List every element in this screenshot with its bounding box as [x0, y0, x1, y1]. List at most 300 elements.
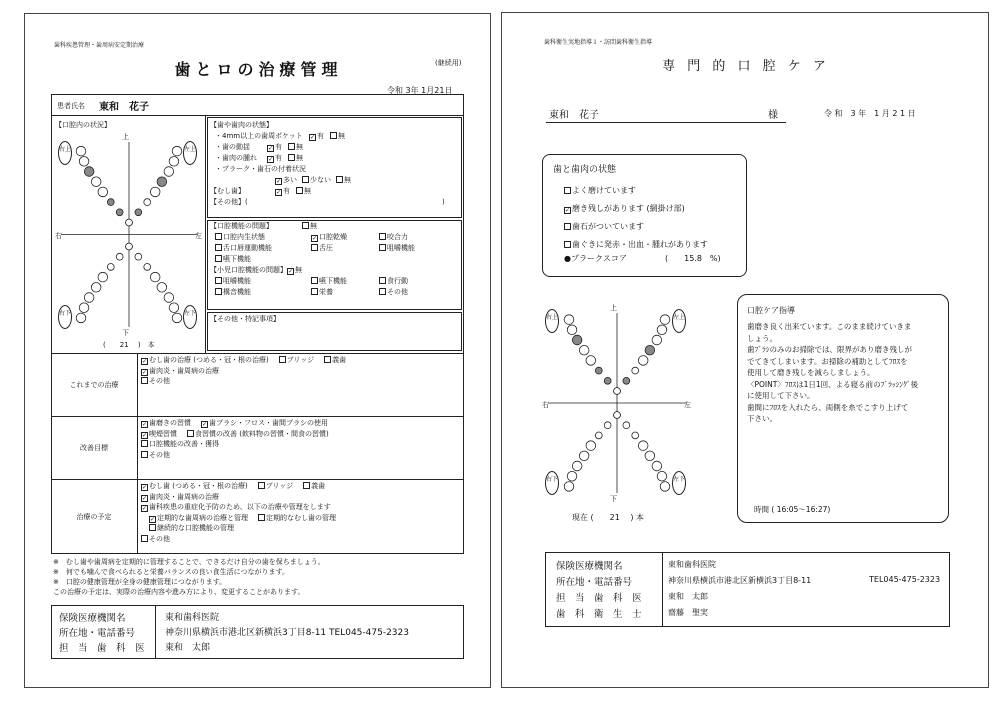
gum-row-label: ・歯の動揺: [215, 143, 250, 151]
checkbox-option: [324, 356, 346, 364]
checkbox-label: 有: [283, 187, 290, 195]
checkbox-label: よく磨けています: [572, 186, 636, 195]
checkbox-label: 嚥下機能: [319, 277, 347, 285]
checkbox-option: [564, 204, 685, 213]
checkbox-label: 歯肉炎・歯周病の治療: [149, 366, 219, 375]
checked-box-icon[interactable]: [309, 134, 316, 141]
checked-box-icon[interactable]: [141, 505, 148, 512]
empty-box-icon[interactable]: [302, 222, 309, 229]
tooth-icon: [79, 157, 89, 167]
checked-box-icon[interactable]: [311, 235, 318, 242]
checked-box-icon[interactable]: [287, 268, 294, 275]
tooth-icon: [638, 441, 648, 451]
checkbox-option: [288, 154, 303, 162]
checkbox-label: 義歯: [311, 482, 326, 490]
clinic-phone: TEL045-475-2323: [869, 575, 941, 584]
empty-box-icon[interactable]: [564, 187, 571, 194]
checkbox-option: [311, 243, 371, 254]
checkbox-label: 定期的な歯周病の治療と管理: [157, 513, 248, 522]
guidance-line: 下さい。: [747, 414, 777, 423]
tooth-icon: [657, 471, 667, 481]
section-line: [141, 355, 356, 366]
empty-box-icon[interactable]: [141, 451, 148, 458]
section-line: [141, 534, 346, 545]
tooth-icon: [126, 243, 133, 250]
checkbox-option: [141, 367, 219, 375]
tooth-icon: [572, 461, 582, 471]
section-line: [141, 481, 346, 492]
checked-box-icon[interactable]: [275, 178, 282, 185]
child-row: [210, 276, 447, 287]
jaw-upper-label: 上: [122, 133, 129, 141]
checkbox-option: [379, 276, 439, 287]
checkbox-label: 口腔乾燥: [319, 233, 347, 241]
section-label: 治療の予定: [76, 512, 112, 521]
guidance-line: 歯ﾌﾞﾗｼのみのお掃除では、限界があり磨き残しが: [747, 345, 912, 354]
tooth-icon: [84, 293, 94, 303]
status-item: [564, 200, 716, 218]
tooth-icon: [564, 482, 574, 492]
checked-box-icon[interactable]: [149, 516, 156, 523]
guidance-line: でてきてしまいます。お掃除の補助としてﾌﾛｽを: [747, 356, 908, 366]
checkbox-option: [309, 132, 324, 140]
empty-box-icon[interactable]: [258, 514, 265, 521]
clinic-label: 担 当 歯 科 医: [556, 593, 642, 604]
section-line: [141, 513, 346, 524]
tooth-icon: [645, 451, 655, 461]
checkbox-option: [336, 176, 351, 184]
checkbox-option: [141, 419, 191, 427]
checkbox-option: [141, 377, 170, 385]
clinic-value: 東和 太郎: [165, 643, 211, 653]
jaw-lower-label: 下: [122, 329, 129, 337]
tooth-icon: [657, 325, 667, 335]
empty-box-icon[interactable]: [379, 277, 386, 284]
checked-box-icon[interactable]: [141, 358, 148, 365]
checked-box-icon[interactable]: [201, 421, 208, 428]
checkbox-option: [302, 222, 317, 230]
tooth-icon: [135, 253, 142, 260]
status-item: [564, 236, 716, 254]
left-tooth-count: ( 21 ) 本: [103, 341, 155, 349]
checkbox-label: その他: [149, 450, 170, 459]
right-tooth-count: 現在 ( 21 ) 本: [572, 513, 645, 522]
section-line: [141, 376, 356, 387]
checkbox-label: その他: [149, 534, 170, 543]
empty-box-icon[interactable]: [330, 132, 337, 139]
checkbox-label: 継続的な口腔機能の管理: [157, 524, 234, 532]
checkbox-option: [215, 254, 303, 265]
tooth-icon: [632, 432, 639, 439]
clinic-label: 担 当 歯 科 医: [59, 643, 145, 654]
clinic-label: 保険医療機関名: [556, 561, 623, 572]
tooth-icon: [579, 451, 589, 461]
checkbox-label: 多い: [283, 176, 297, 184]
checkbox-option: [141, 451, 170, 459]
quadrant-upper-left: 左上: [183, 141, 197, 165]
empty-box-icon[interactable]: [379, 288, 386, 295]
func-row: [210, 254, 447, 265]
tooth-icon: [586, 356, 596, 366]
checkbox-option: [267, 154, 282, 162]
guidance-line: に使用して下さい。: [747, 391, 815, 400]
checkbox-option: [215, 243, 303, 254]
jaw-right-label: 右: [542, 401, 549, 409]
quadrant-lower-left: 左下: [672, 471, 686, 495]
tooth-icon: [172, 146, 182, 156]
tooth-icon: [84, 167, 94, 177]
checkbox-label: その他: [387, 288, 408, 296]
jaw-lower-label: 下: [610, 495, 617, 503]
honorific: 様: [768, 110, 778, 121]
tooth-icon: [150, 187, 160, 197]
guidance-title: 口腔ケア指導: [747, 306, 795, 315]
tooth-icon: [638, 356, 648, 366]
gum-rows: [210, 131, 445, 208]
left-dental-chart: [55, 132, 203, 337]
tooth-icon: [169, 303, 179, 313]
gum-row: [215, 142, 445, 153]
checkbox-option: [141, 440, 219, 448]
checkbox-option: [302, 176, 331, 184]
checkbox-option: [296, 187, 311, 195]
tooth-icon: [614, 388, 621, 395]
patient-label: 患者氏名: [57, 102, 85, 110]
checkbox-option: [141, 356, 269, 364]
checked-box-icon[interactable]: [267, 145, 274, 152]
checkbox-label: 歯ブラシ・フロス・歯間ブラシの使用: [209, 419, 328, 427]
oral-status-title: 【口腔内の状況】: [55, 121, 111, 129]
checkbox-option: [564, 240, 708, 249]
checked-box-icon[interactable]: [141, 369, 148, 376]
checkbox-option: [330, 132, 345, 140]
tooth-icon: [586, 441, 596, 451]
tooth-icon: [91, 177, 101, 187]
empty-box-icon[interactable]: [311, 244, 318, 251]
checkbox-option: [279, 356, 314, 364]
empty-box-icon[interactable]: [141, 440, 148, 447]
guidance-line: 歯磨き良く出来ています。このまま続けていきま: [747, 322, 912, 331]
quadrant-lower-right: 右下: [58, 305, 72, 329]
empty-box-icon[interactable]: [279, 356, 286, 363]
checkbox-option: [275, 187, 290, 195]
checkbox-label: 食行動: [387, 277, 408, 285]
checked-box-icon[interactable]: [564, 207, 571, 214]
tooth-icon: [144, 199, 151, 206]
tooth-icon: [604, 422, 611, 429]
section-line: [141, 450, 339, 461]
tooth-icon: [595, 432, 602, 439]
checkbox-option: [267, 143, 282, 151]
clinic-label: 歯 科 衛 生 士: [556, 609, 642, 620]
checkbox-label: 少ない: [310, 176, 331, 184]
checked-box-icon[interactable]: [275, 189, 282, 196]
empty-box-icon[interactable]: [379, 233, 386, 240]
guidance-line: しょう。: [747, 333, 777, 343]
section-line: [141, 418, 339, 429]
checkbox-label: 歯科疾患の重症化予防のため、以下の治療や管理をします: [149, 503, 331, 511]
caries-label: 【むし歯】: [210, 187, 245, 195]
jaw-right-label: 右: [55, 232, 62, 240]
right-document: [501, 12, 989, 688]
clinic-value: 神奈川県横浜市港北区新横浜3丁目8-11 TEL045-475-2323: [165, 628, 409, 638]
checked-box-icon[interactable]: [267, 156, 274, 163]
guidance-text: [747, 321, 918, 425]
empty-box-icon[interactable]: [258, 482, 265, 489]
clinic-value: 東和 太郎: [668, 592, 708, 601]
checkbox-option: [215, 287, 303, 298]
checked-box-icon[interactable]: [141, 495, 148, 502]
func-title-row: [210, 221, 447, 232]
empty-box-icon[interactable]: [311, 277, 318, 284]
jaw-left-label: 左: [195, 232, 202, 240]
tooth-icon: [116, 253, 123, 260]
plaque-score-label: ●プラークスコア: [564, 254, 627, 263]
section-line: [141, 366, 356, 377]
empty-box-icon[interactable]: [215, 244, 222, 251]
right-date: 令 和 3 年 1 月 2 1 日: [824, 109, 916, 118]
clinic-value: 齋藤 聖実: [668, 608, 708, 617]
checkbox-option: [258, 482, 293, 490]
tooth-icon: [652, 335, 662, 345]
checkbox-label: 有: [317, 132, 324, 140]
checkbox-option: [311, 276, 371, 287]
plaque-row: [215, 164, 445, 175]
tooth-icon: [157, 283, 167, 293]
jaw-upper-label: 上: [610, 304, 617, 312]
left-date: 令和 3年 1月21日: [387, 86, 453, 95]
checkbox-label: 舌圧: [319, 244, 333, 252]
checkbox-label: 無: [338, 132, 345, 140]
empty-box-icon[interactable]: [379, 244, 386, 251]
checkbox-label: 咬合力: [387, 233, 408, 241]
empty-box-icon[interactable]: [141, 377, 148, 384]
left-header-small: 歯科疾患管理・歯周病安定期治療: [54, 42, 145, 49]
checkbox-option: [303, 482, 325, 490]
empty-box-icon[interactable]: [303, 482, 310, 489]
clinic-value: 東和歯科医院: [165, 613, 220, 623]
footnote: ※ 口腔の健康管理が全身の健康管理につながります。: [53, 578, 227, 586]
section-line: [141, 502, 346, 513]
checkbox-option: [141, 493, 219, 501]
empty-box-icon[interactable]: [296, 187, 303, 194]
tooth-icon: [116, 209, 123, 216]
checkbox-label: 無: [295, 266, 302, 274]
checkbox-label: 咀嚼機能: [223, 277, 251, 285]
checkbox-option: [379, 243, 439, 254]
clinic-value: 神奈川県横浜市港北区新横浜3丁目8-11: [668, 576, 812, 585]
checkbox-option: [149, 514, 248, 522]
quadrant-upper-right: 右上: [58, 141, 72, 165]
checkbox-label: 喫煙習慣: [149, 429, 177, 438]
status-list: [564, 182, 716, 254]
notes-title: 【その他・特記事項】: [210, 315, 280, 323]
checkbox-option: [201, 419, 328, 427]
checkbox-label: 無: [296, 143, 303, 151]
function-area: [210, 221, 447, 298]
tooth-icon: [652, 461, 662, 471]
checkbox-label: 義歯: [332, 356, 347, 364]
plaque-label: ・プラーク・歯石の付着状況: [215, 165, 306, 173]
empty-box-icon[interactable]: [288, 143, 295, 150]
empty-box-icon[interactable]: [215, 288, 222, 295]
right-header-small: 歯科衛生実地指導１・訪問歯科衛生指導: [544, 39, 653, 46]
tooth-icon: [595, 367, 602, 374]
tooth-icon: [172, 313, 182, 323]
checkbox-option: [288, 143, 303, 151]
footnote: ※ むし歯や歯周病を定期的に管理することで、できるだけ自分の歯を保ちましょう。: [53, 558, 325, 566]
footnote: ※ 何でも噛んで食べられると栄養バランスの良い食生活につながります。: [53, 568, 289, 576]
checkbox-label: むし歯 (つめる・冠・根の治療): [149, 482, 248, 490]
section-line: [141, 492, 346, 503]
checkbox-option: [379, 232, 439, 243]
checkbox-option: [141, 430, 177, 438]
right-patient-name: 東和 花子: [549, 110, 599, 121]
checkbox-label: 定期的なむし歯の管理: [266, 513, 336, 522]
tooth-icon: [164, 293, 174, 303]
tooth-icon: [623, 422, 630, 429]
tooth-icon: [79, 303, 89, 313]
checked-box-icon[interactable]: [141, 421, 148, 428]
status-title: 歯と歯肉の状態: [553, 165, 617, 175]
empty-box-icon[interactable]: [302, 176, 309, 183]
tooth-icon: [126, 219, 133, 226]
plaque-options: [215, 175, 445, 186]
gum-row-label: ・4mm以上の歯周ポケット: [215, 132, 303, 140]
tooth-icon: [91, 283, 101, 293]
gum-row: [215, 131, 445, 142]
func-title: 【口腔機能の問題】: [210, 222, 273, 230]
guidance-line: 歯間にﾌﾛｽを入れたら、両側を糸でこすり上げて: [747, 402, 909, 412]
footnote: この治療の予定は、実際の治療内容や進み方により、変更することがあります。: [53, 588, 305, 596]
tooth-icon: [135, 209, 142, 216]
tooth-icon: [107, 264, 114, 271]
checkbox-option: [141, 503, 331, 511]
tooth-icon: [169, 157, 179, 167]
section-line: [141, 429, 339, 440]
checkbox-label: 無: [304, 187, 311, 195]
clinic-label: 所在地・電話番号: [59, 628, 136, 639]
checkbox-label: ブリッジ: [265, 482, 294, 490]
empty-box-icon[interactable]: [215, 255, 222, 262]
checkbox-label: 食習慣の改善 (飲料物の習慣・間食の習慣): [195, 429, 329, 438]
checkbox-label: 構音機能: [223, 288, 251, 296]
checked-box-icon[interactable]: [141, 432, 148, 439]
tooth-icon: [564, 315, 574, 325]
checkbox-label: 歯磨きの習慣: [149, 419, 191, 427]
right-dental-chart: [542, 303, 692, 503]
empty-box-icon[interactable]: [288, 154, 295, 161]
func-row: [210, 243, 447, 254]
empty-box-icon[interactable]: [564, 223, 571, 230]
continued-label: (継続用): [435, 59, 462, 67]
section-body: [141, 418, 339, 460]
tooth-icon: [150, 272, 160, 282]
empty-box-icon[interactable]: [187, 430, 194, 437]
quadrant-upper-left: 左上: [672, 309, 686, 333]
quadrant-lower-right: 右下: [545, 471, 559, 495]
guidance-line: 使用して磨き残しを減らしましょう。: [747, 368, 875, 377]
checkbox-label: ブリッジ: [286, 356, 315, 364]
checkbox-label: その他: [149, 377, 170, 385]
other-label: 【その他】(: [210, 198, 248, 206]
other-row: [210, 197, 445, 208]
checkbox-label: 歯石がついています: [572, 222, 644, 231]
checkbox-label: 歯肉炎・歯周病の治療: [149, 492, 219, 501]
checkbox-option: [215, 232, 303, 243]
checkbox-option: [187, 430, 329, 438]
empty-box-icon[interactable]: [215, 233, 222, 240]
checkbox-label: 無: [296, 154, 303, 162]
tooth-icon: [614, 412, 621, 419]
checkbox-label: 咀嚼機能: [387, 244, 415, 252]
caries-row: [210, 186, 445, 197]
empty-box-icon[interactable]: [141, 535, 148, 542]
tooth-icon: [623, 377, 630, 384]
right-title: 専 門 的 口 腔 ケ ア: [662, 59, 830, 74]
empty-box-icon[interactable]: [311, 288, 318, 295]
tooth-icon: [604, 377, 611, 384]
section-body: [141, 481, 346, 544]
tooth-icon: [144, 264, 151, 271]
empty-box-icon[interactable]: [215, 277, 222, 284]
guidance-line: 〈POINT〉ﾌﾛｽは1日1回、よる寝る前のﾌﾞﾗｯｼﾝｸﾞ後: [747, 379, 919, 389]
child-row: [210, 287, 447, 298]
child-title-row: [210, 265, 447, 276]
tooth-icon: [567, 471, 577, 481]
patient-name: 東和 花子: [99, 102, 149, 113]
checkbox-option: [149, 524, 234, 532]
status-item: [564, 182, 716, 200]
tooth-icon: [567, 325, 577, 335]
other-close: ): [442, 198, 445, 206]
checkbox-option: [141, 535, 170, 543]
tooth-icon: [572, 335, 582, 345]
visit-time: 時間 ( 16:05～16:27): [754, 505, 831, 514]
left-title: 歯とロの治療管理: [174, 60, 343, 79]
checkbox-option: [141, 482, 248, 490]
empty-box-icon[interactable]: [564, 241, 571, 248]
checkbox-option: [311, 232, 371, 243]
checked-box-icon[interactable]: [141, 484, 148, 491]
checkbox-label: 口腔機能の改善・獲得: [149, 440, 219, 448]
gum-row: [215, 153, 445, 164]
tooth-icon: [98, 272, 108, 282]
empty-box-icon[interactable]: [324, 356, 331, 363]
tooth-icon: [76, 313, 86, 323]
checkbox-label: 磨き残しがあります (網掛け部): [572, 204, 685, 213]
checkbox-option: [311, 287, 371, 298]
checkbox-option: [564, 222, 644, 231]
checkbox-option: [258, 514, 336, 522]
checkbox-label: むし歯の治療 (つめる・冠・根の治療): [149, 356, 269, 364]
empty-box-icon[interactable]: [149, 524, 156, 531]
tooth-icon: [157, 177, 167, 187]
checkbox-label: 有: [275, 143, 282, 151]
checkbox-label: 有: [275, 154, 282, 162]
clinic-value: 東和歯科医院: [668, 560, 716, 569]
checkbox-option: [379, 287, 439, 298]
left-footnotes: [53, 557, 325, 597]
tooth-icon: [660, 315, 670, 325]
func-row: [210, 232, 447, 243]
checkbox-option: [215, 276, 303, 287]
section-line: [141, 439, 339, 450]
checkbox-label: 嚥下機能: [223, 255, 251, 263]
empty-box-icon[interactable]: [336, 176, 343, 183]
checkbox-label: 口腔内生状態: [223, 233, 265, 241]
status-item: [564, 218, 716, 236]
